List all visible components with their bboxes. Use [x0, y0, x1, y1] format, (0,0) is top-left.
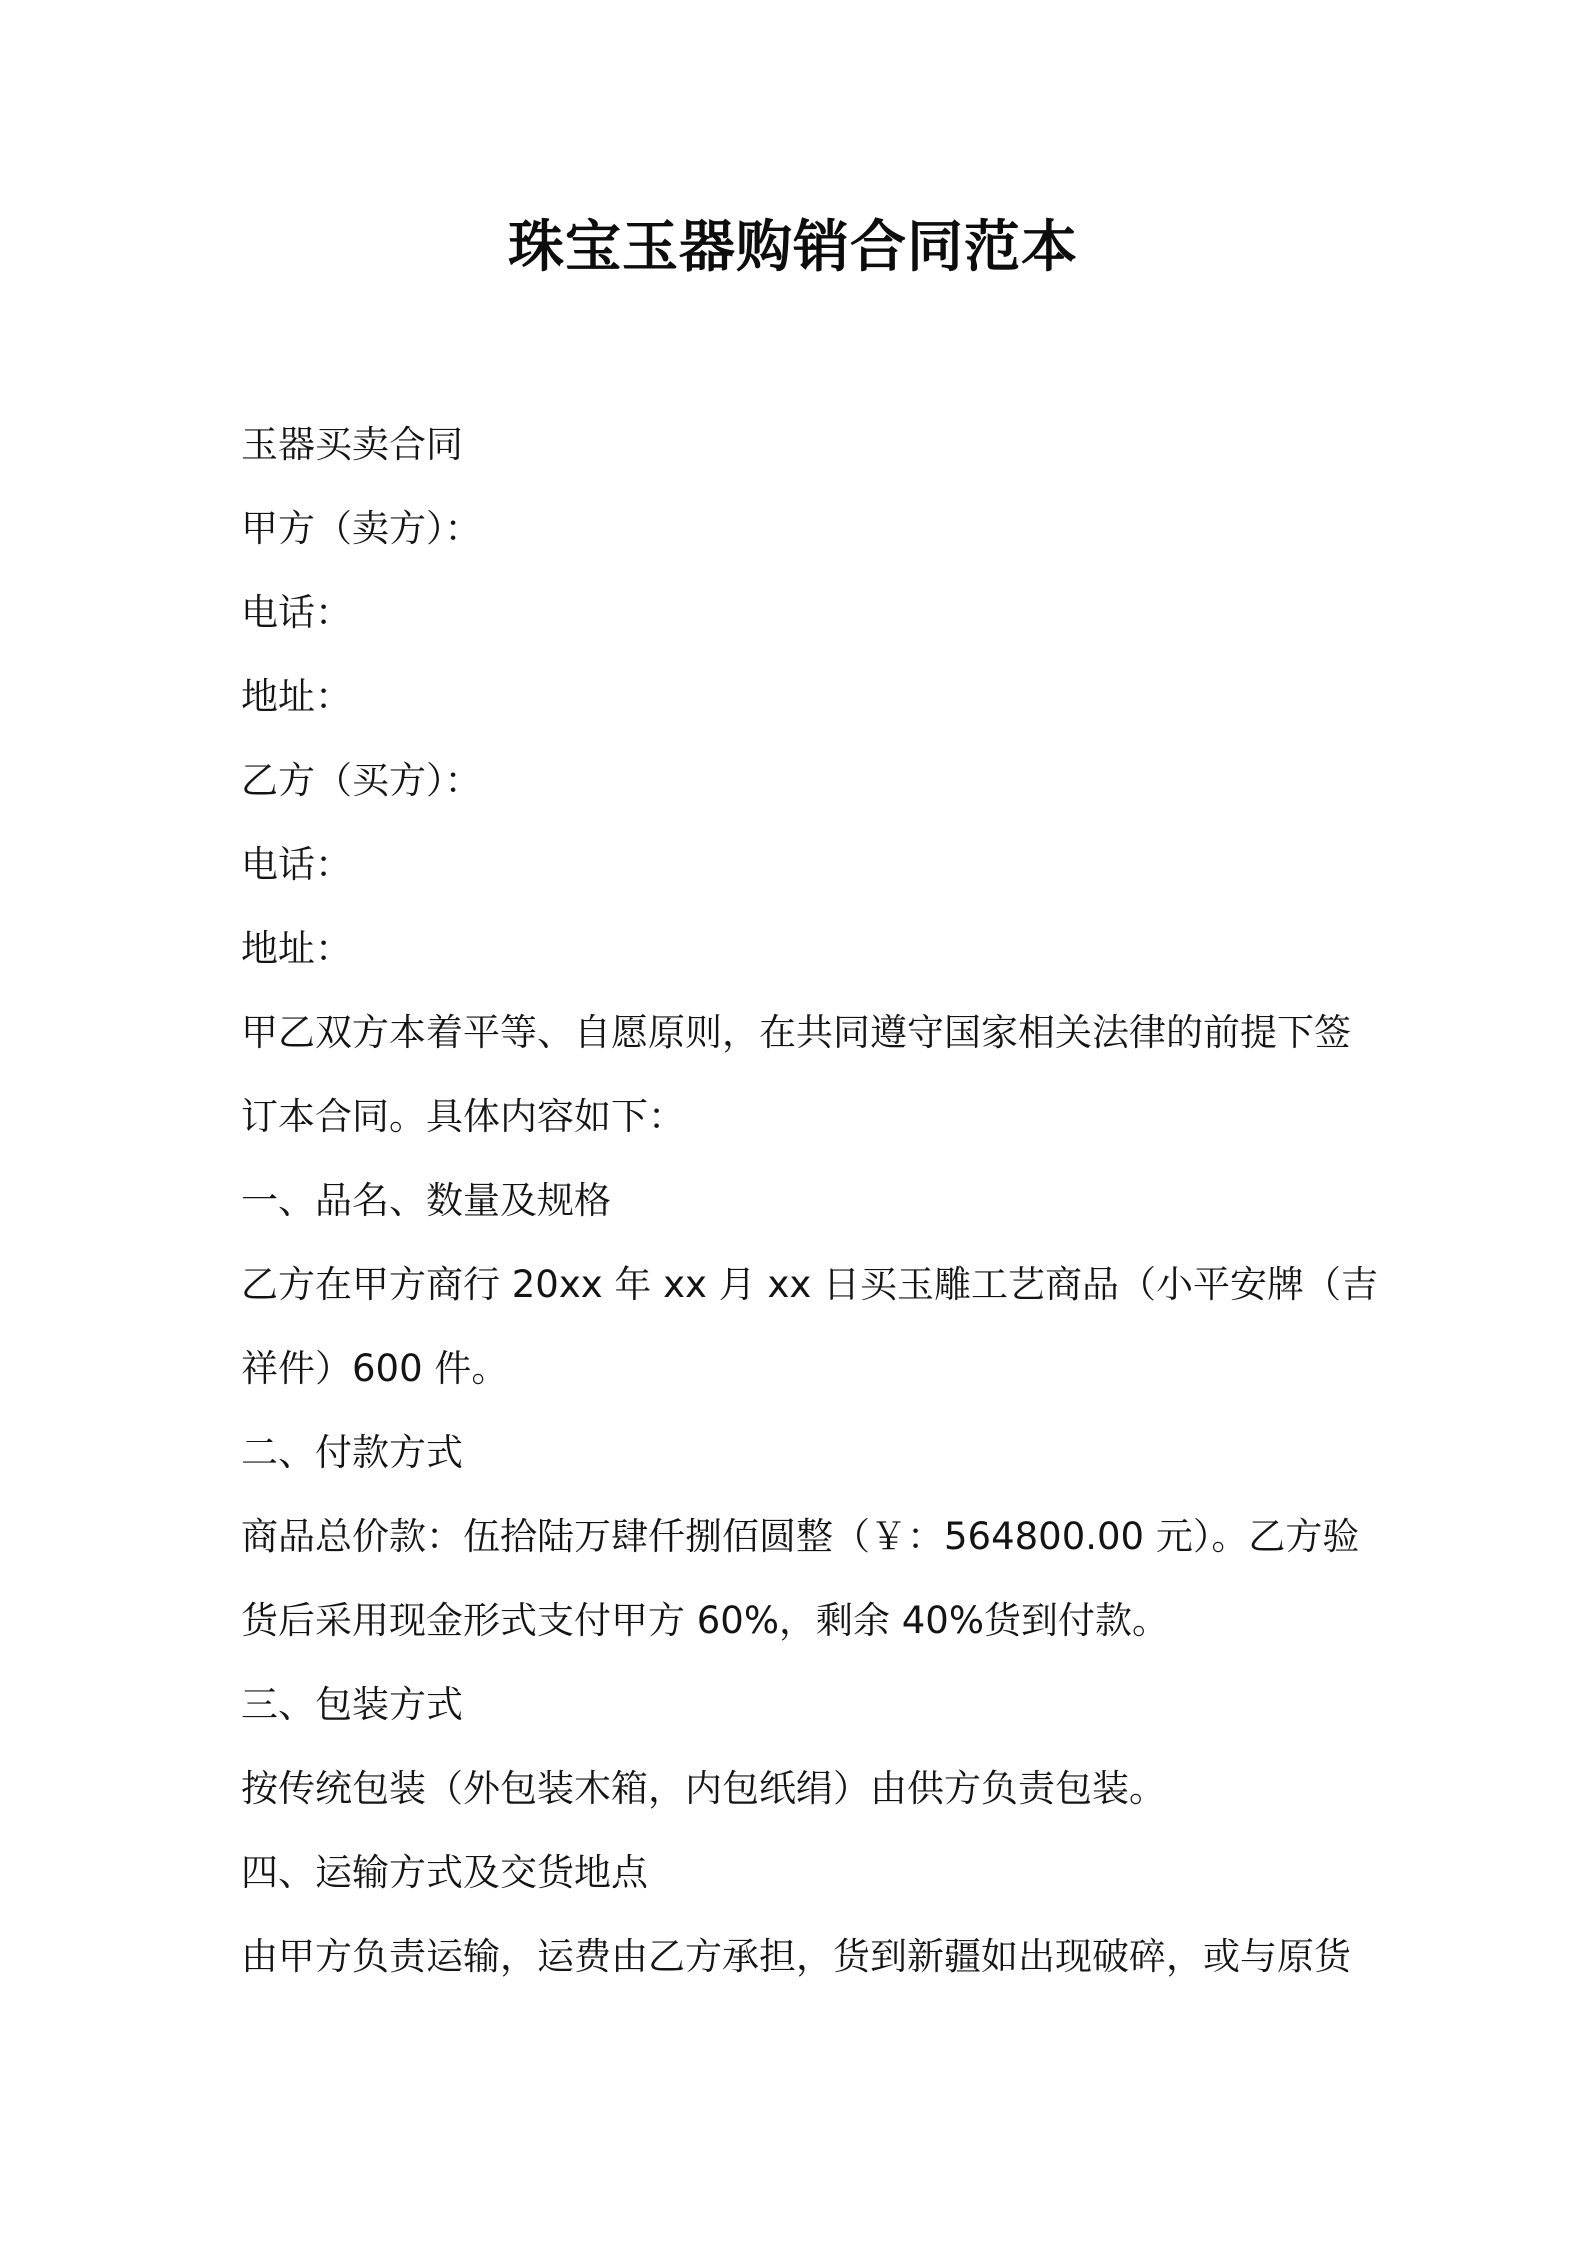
- section-2-text-line-2: 货后采用现金形式支付甲方 60%，剩余 40%货到付款。: [241, 1599, 1169, 1642]
- document-body: [241, 403, 1379, 1999]
- party-a-label: 甲方（卖方）：: [241, 507, 482, 550]
- section-1-heading: 一、品名、数量及规格: [241, 1179, 611, 1222]
- preamble-line-1: 甲乙双方本着平等、自愿原则，在共同遵守国家相关法律的前提下签: [241, 1011, 1351, 1054]
- party-a-address: 地址：: [241, 675, 352, 718]
- section-4-heading: 四、运输方式及交货地点: [241, 1851, 648, 1894]
- section-2-heading: 二、付款方式: [241, 1431, 463, 1474]
- party-b-label: 乙方（买方）：: [241, 759, 482, 802]
- section-3-heading: 三、包装方式: [241, 1683, 463, 1726]
- section-2-text-line-1: 商品总价款：伍拾陆万肆仟捌佰圆整（￥：564800.00 元）。乙方验: [241, 1515, 1360, 1558]
- section-1-text-line-1: 乙方在甲方商行 20xx 年 xx 月 xx 日买玉雕工艺商品（小平安牌（吉: [241, 1263, 1379, 1306]
- section-1-text-line-2: 祥件）600 件。: [241, 1347, 509, 1390]
- preamble-line-2: 订本合同。具体内容如下：: [241, 1095, 685, 1138]
- party-b-address: 地址：: [241, 927, 352, 970]
- contract-heading: 玉器买卖合同: [241, 423, 463, 466]
- section-3-text-line-1: 按传统包装（外包装木箱，内包纸绢）由供方负责包装。: [241, 1767, 1166, 1810]
- party-b-phone: 电话：: [241, 843, 352, 886]
- section-4-text-line-1: 由甲方负责运输，运费由乙方承担，货到新疆如出现破碎，或与原货: [241, 1935, 1351, 1978]
- document-title: 珠宝玉器购销合同范本: [508, 215, 1078, 280]
- party-a-phone: 电话：: [241, 591, 352, 634]
